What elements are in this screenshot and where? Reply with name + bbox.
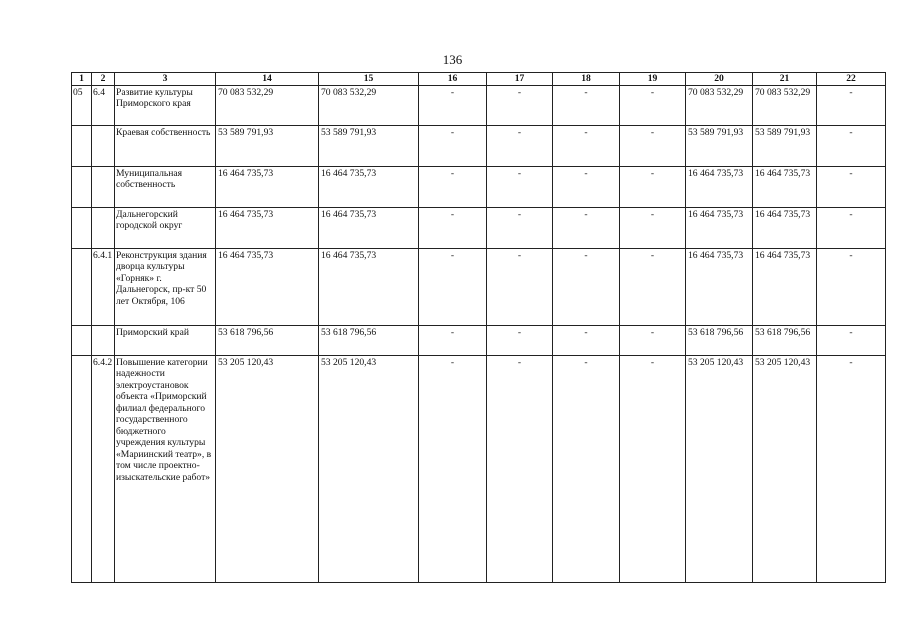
cell-subcode: 6.4 bbox=[92, 85, 115, 125]
cell-code bbox=[72, 125, 92, 166]
cell-value: - bbox=[487, 325, 553, 355]
cell-subcode bbox=[92, 325, 115, 355]
cell-value: - bbox=[553, 207, 620, 248]
cell-code: 05 bbox=[72, 85, 92, 125]
cell-value: - bbox=[817, 248, 886, 325]
cell-value: 16 464 735,73 bbox=[753, 248, 817, 325]
cell-value: 53 205 120,43 bbox=[216, 355, 319, 582]
table-row bbox=[72, 85, 886, 125]
cell-value: 16 464 735,73 bbox=[216, 166, 319, 207]
table-row bbox=[72, 325, 886, 355]
cell-value: - bbox=[419, 207, 487, 248]
cell-value: - bbox=[620, 166, 686, 207]
cell-value: 16 464 735,73 bbox=[319, 248, 419, 325]
cell-value: - bbox=[487, 125, 553, 166]
table-row bbox=[72, 166, 886, 207]
cell-subcode bbox=[92, 166, 115, 207]
cell-value: 53 618 796,56 bbox=[753, 325, 817, 355]
cell-value: - bbox=[620, 85, 686, 125]
cell-value: 53 205 120,43 bbox=[753, 355, 817, 582]
cell-value: - bbox=[620, 325, 686, 355]
cell-value: - bbox=[553, 248, 620, 325]
header-cell: 3 bbox=[115, 73, 216, 86]
cell-value: - bbox=[487, 166, 553, 207]
header-cell: 15 bbox=[319, 73, 419, 86]
cell-value: - bbox=[620, 207, 686, 248]
cell-value: - bbox=[419, 248, 487, 325]
cell-subcode bbox=[92, 207, 115, 248]
cell-value: - bbox=[553, 125, 620, 166]
cell-name: Реконструкция здания дворца культуры «Горняк» г. Дальнегорск, пр-кт 50 лет Октября, 106 bbox=[115, 248, 216, 325]
cell-value: 53 618 796,56 bbox=[686, 325, 753, 355]
cell-code bbox=[72, 355, 92, 582]
cell-value: - bbox=[817, 355, 886, 582]
cell-value: 16 464 735,73 bbox=[686, 207, 753, 248]
cell-value: 16 464 735,73 bbox=[319, 166, 419, 207]
cell-code bbox=[72, 325, 92, 355]
cell-code bbox=[72, 248, 92, 325]
cell-code bbox=[72, 166, 92, 207]
table-row bbox=[72, 355, 886, 582]
cell-value: - bbox=[553, 325, 620, 355]
cell-name: Краевая собственность bbox=[115, 125, 216, 166]
cell-code bbox=[72, 207, 92, 248]
cell-value: 16 464 735,73 bbox=[686, 248, 753, 325]
header-cell: 21 bbox=[753, 73, 817, 86]
cell-value: - bbox=[817, 85, 886, 125]
cell-value: - bbox=[817, 125, 886, 166]
cell-value: - bbox=[817, 166, 886, 207]
cell-value: 16 464 735,73 bbox=[686, 166, 753, 207]
budget-table bbox=[71, 72, 886, 583]
cell-value: 53 589 791,93 bbox=[753, 125, 817, 166]
cell-value: - bbox=[487, 355, 553, 582]
cell-name: Муниципальная собственность bbox=[115, 166, 216, 207]
table-row bbox=[72, 207, 886, 248]
cell-value: 16 464 735,73 bbox=[753, 166, 817, 207]
cell-value: - bbox=[620, 125, 686, 166]
cell-name: Повышение категории надежности электроустановок объекта «Приморский филиал федерального государственного бюджетного учреждения культуры «Мариинский театр», в том числе проектно-изыскательские работ» bbox=[115, 355, 216, 582]
cell-value: 53 618 796,56 bbox=[216, 325, 319, 355]
cell-value: - bbox=[419, 355, 487, 582]
cell-value: - bbox=[419, 125, 487, 166]
header-cell: 1 bbox=[72, 73, 92, 86]
cell-value: 53 205 120,43 bbox=[319, 355, 419, 582]
cell-value: - bbox=[419, 166, 487, 207]
cell-value: - bbox=[817, 207, 886, 248]
cell-value: 53 618 796,56 bbox=[319, 325, 419, 355]
header-cell: 16 bbox=[419, 73, 487, 86]
cell-value: - bbox=[620, 355, 686, 582]
cell-value: 16 464 735,73 bbox=[319, 207, 419, 248]
header-cell: 22 bbox=[817, 73, 886, 86]
cell-name: Развитие культуры Приморского края bbox=[115, 85, 216, 125]
cell-value: - bbox=[487, 207, 553, 248]
cell-value: 16 464 735,73 bbox=[753, 207, 817, 248]
cell-value: - bbox=[487, 85, 553, 125]
cell-value: 53 589 791,93 bbox=[686, 125, 753, 166]
cell-value: - bbox=[487, 248, 553, 325]
header-cell: 14 bbox=[216, 73, 319, 86]
cell-value: - bbox=[553, 166, 620, 207]
cell-value: - bbox=[419, 325, 487, 355]
page-number: 136 bbox=[442, 52, 463, 67]
table-row bbox=[72, 125, 886, 166]
cell-value: 53 589 791,93 bbox=[216, 125, 319, 166]
cell-subcode: 6.4.2 bbox=[92, 355, 115, 582]
header-cell: 19 bbox=[620, 73, 686, 86]
cell-value: 53 589 791,93 bbox=[319, 125, 419, 166]
cell-value: - bbox=[553, 85, 620, 125]
cell-name: Приморский край bbox=[115, 325, 216, 355]
header-cell: 20 bbox=[686, 73, 753, 86]
header-row bbox=[72, 73, 886, 86]
cell-value: - bbox=[553, 355, 620, 582]
cell-value: 70 083 532,29 bbox=[319, 85, 419, 125]
cell-value: 16 464 735,73 bbox=[216, 248, 319, 325]
cell-value: 16 464 735,73 bbox=[216, 207, 319, 248]
cell-value: 70 083 532,29 bbox=[216, 85, 319, 125]
table-row bbox=[72, 248, 886, 325]
cell-value: 70 083 532,29 bbox=[753, 85, 817, 125]
cell-value: - bbox=[817, 325, 886, 355]
cell-subcode bbox=[92, 125, 115, 166]
header-cell: 17 bbox=[487, 73, 553, 86]
cell-name: Дальнегорский городской округ bbox=[115, 207, 216, 248]
cell-value: 70 083 532,29 bbox=[686, 85, 753, 125]
header-cell: 2 bbox=[92, 73, 115, 86]
cell-subcode: 6.4.1 bbox=[92, 248, 115, 325]
cell-value: - bbox=[419, 85, 487, 125]
header-cell: 18 bbox=[553, 73, 620, 86]
cell-value: 53 205 120,43 bbox=[686, 355, 753, 582]
cell-value: - bbox=[620, 248, 686, 325]
